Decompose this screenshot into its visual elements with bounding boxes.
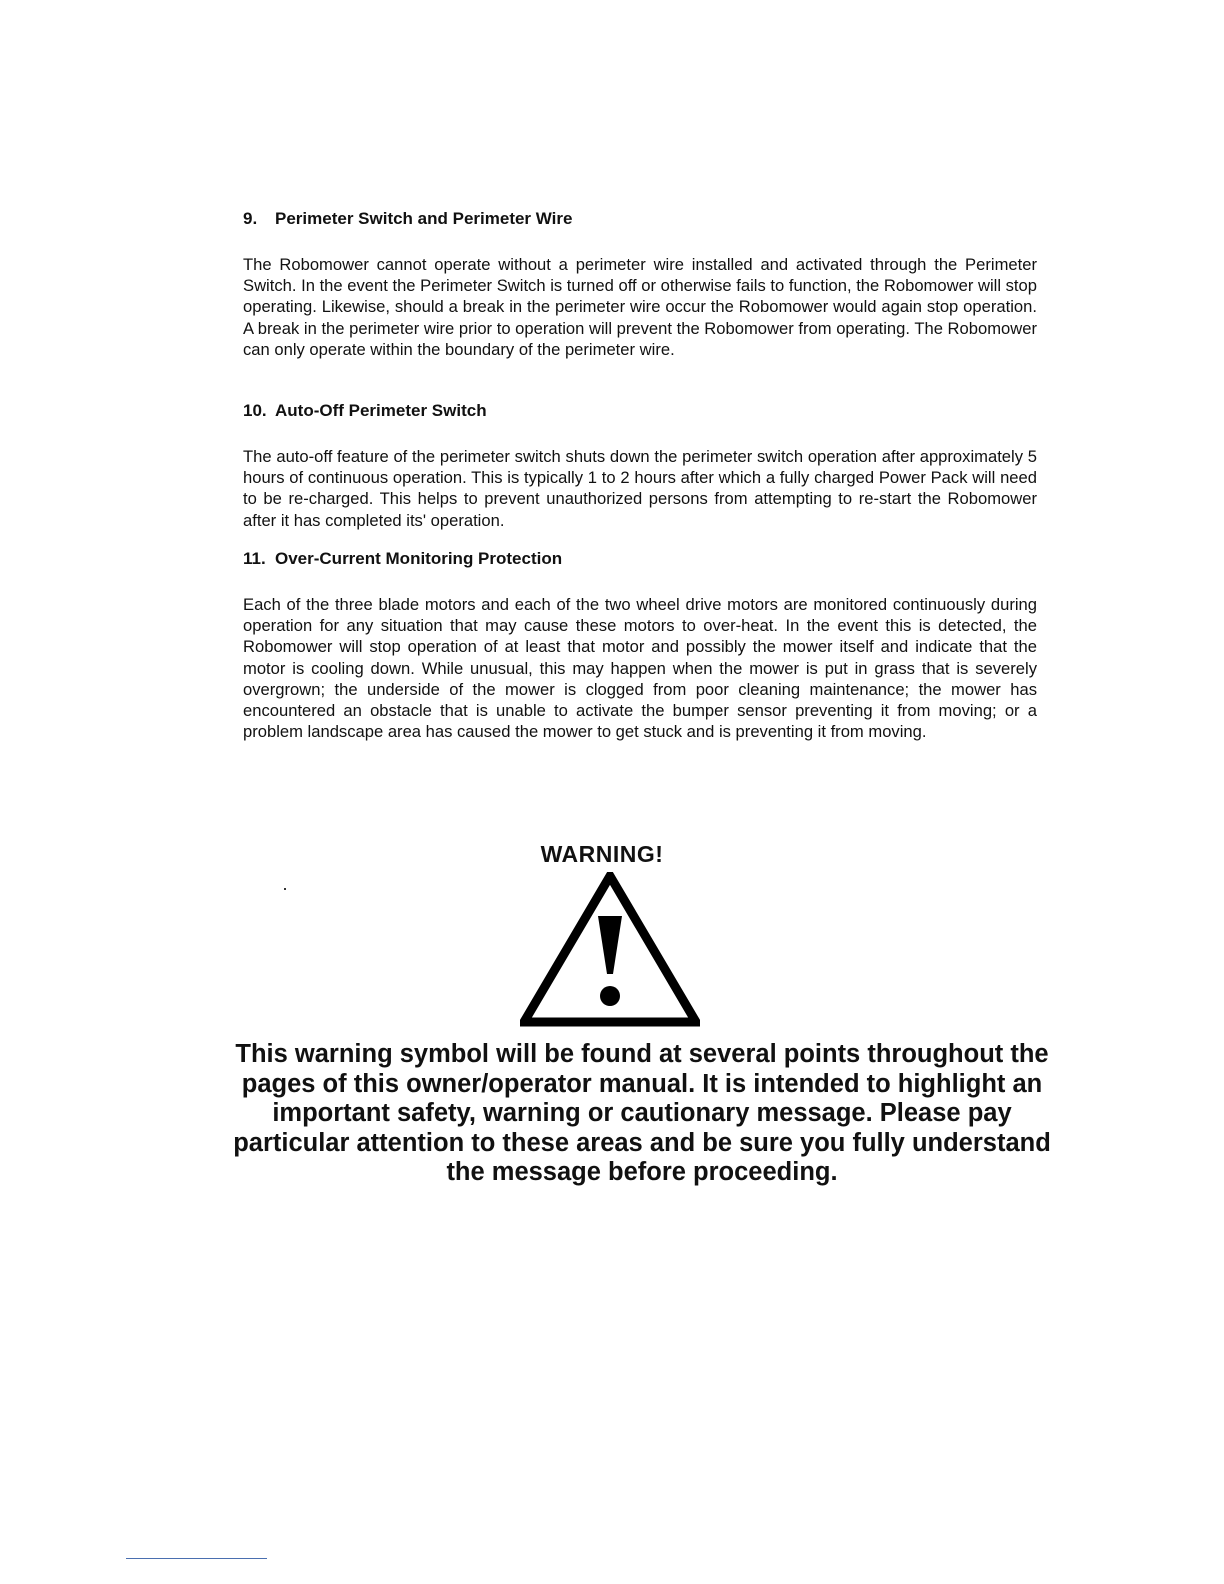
section-title: Over-Current Monitoring Protection bbox=[275, 549, 563, 568]
footnote-divider bbox=[126, 1558, 267, 1559]
section-number: 10. bbox=[243, 401, 267, 420]
section-number: 9. bbox=[243, 209, 258, 228]
section-number: 11. bbox=[243, 549, 266, 568]
scan-speck bbox=[284, 888, 286, 890]
section-11-heading bbox=[243, 549, 1037, 569]
section-10-body: The auto-off feature of the perimeter switch shuts down the perimeter switch operation after approximately 5 hours of continuous operation. This is typically 1 to 2 hours after which a fully charged Power Pack will need to be re-charged. This helps to prevent unauthorized persons from attempting to re-start the Robomower after it has completed its' operation. bbox=[243, 447, 1037, 530]
section-9-body: The Robomower cannot operate without a perimeter wire installed and activated through the Perimeter Switch. In the event the Perimeter Switch is turned off or otherwise fails to function, the Robomower will stop operating. Likewise, should a break in the perimeter wire occur the Robomower would again stop operation. A break in the perimeter wire prior to operation will prevent the Robomower from operating. The Robomower can only operate within the boundary of the perimeter wire. bbox=[243, 255, 1037, 359]
warning-title: WARNING! bbox=[540, 841, 664, 867]
section-9-heading bbox=[243, 209, 1037, 229]
warning-triangle-icon bbox=[520, 872, 700, 1028]
warning-message: This warning symbol will be found at several points throughout the pages of this owner/operator manual. It is intended to highlight an important safety, warning or cautionary message. Please pay particular attention to these areas and be sure you fully understand the message before proceeding. bbox=[233, 1040, 1051, 1186]
section-10-heading bbox=[243, 401, 1037, 421]
section-title: Auto-Off Perimeter Switch bbox=[275, 401, 487, 420]
section-title: Perimeter Switch and Perimeter Wire bbox=[275, 209, 573, 228]
section-11-body: Each of the three blade motors and each of the two wheel drive motors are monitored continuously during operation for any situation that may cause these motors to over-heat. In the event this is detected, the Robomower will stop operation of at least that motor and possibly the mower itself and indicate that the motor is cooling down. While unusual, this may happen when the mower is put in grass that is severely overgrown; the underside of the mower is clogged from poor cleaning maintenance; the mower has encountered an obstacle that is unable to activate the bumper sensor preventing it from moving; or a problem landscape area has caused the mower to get stuck and is preventing it from moving. bbox=[243, 595, 1037, 742]
